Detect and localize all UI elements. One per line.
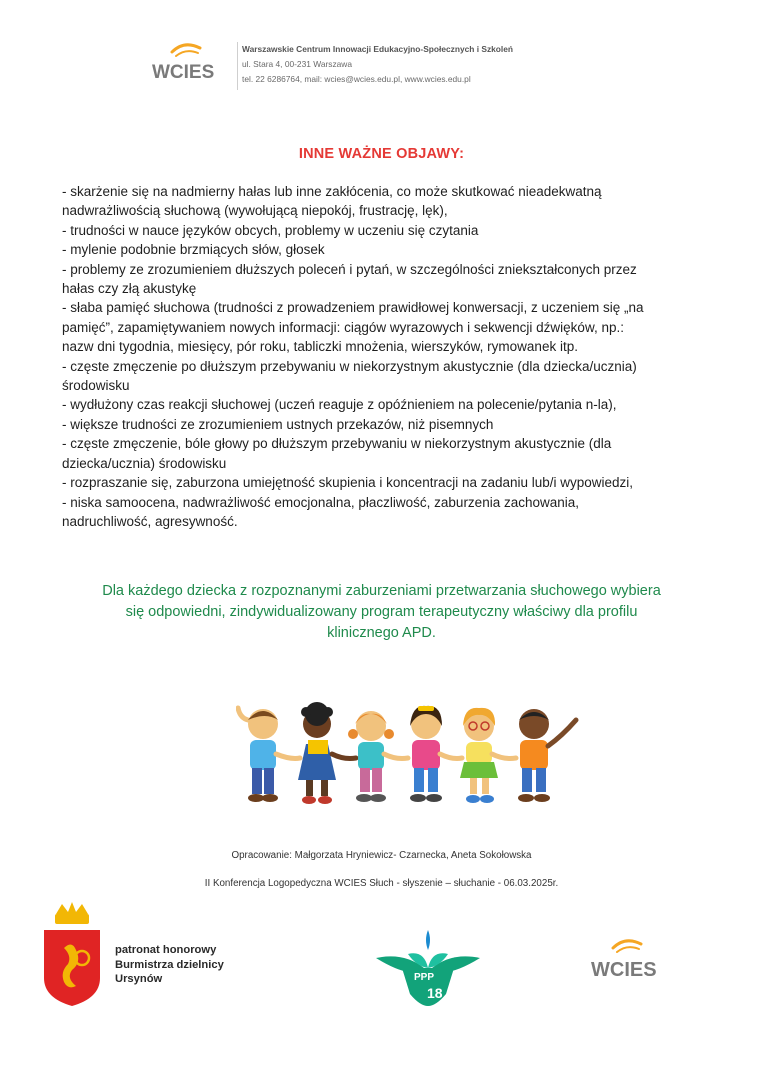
wcies-footer-logo-text: WCIES [591, 959, 657, 981]
symptom-line: hałas czy złą akustykę [62, 281, 197, 297]
symptom-line: - trudności w nauce języków obcych, problemy w uczeniu się czytania [62, 222, 479, 238]
ppp18-logo-icon [374, 928, 482, 1008]
ppp-number: 18 [427, 985, 443, 1001]
summary-line: się odpowiedni, zindywidualizowany program terapeutyczny właściwy dla profilu [125, 604, 638, 620]
patronat-text [115, 943, 224, 987]
org-contact: tel. 22 6286764, mail: wcies@wcies.edu.pl, www.wcies.edu.pl [242, 74, 471, 84]
wcies-logo-text: WCIES [152, 62, 215, 83]
kid-1-figure [238, 708, 300, 802]
org-name: Warszawskie Centrum Innowacji Edukacyjno-Społecznych i Szkoleń [242, 44, 514, 54]
kid-2-figure [298, 702, 356, 804]
symptom-line: dziecka/ucznia) środowisku [62, 455, 227, 471]
conference-line: II Konferencja Logopedyczna WCIES Słuch - słyszenie – słuchanie - 06.03.2025r. [204, 878, 559, 889]
symptom-line: nadruchliwość, agresywność. [62, 513, 238, 529]
wcies-logo-icon [148, 38, 232, 94]
symptom-line: nazw dni tygodnia, miesięcy, pór roku, tabliczki mnożenia, wierszyków, rymowanek itp. [62, 339, 578, 355]
wcies-footer-logo-icon [589, 936, 673, 988]
symptom-line: środowisku [62, 378, 130, 394]
header-text [242, 42, 513, 87]
kid-4-figure [410, 706, 462, 802]
patronat-line: Ursynów [115, 973, 163, 986]
symptom-line: - częste zmęczenie, bóle głowy po dłuższym przebywaniu w niekorzystnym akustycznie (dla [62, 436, 612, 452]
kid-5-figure [460, 708, 516, 803]
letterhead [148, 38, 618, 94]
symptom-line: - częste zmęczenie po dłuższym przebywaniu w niekorzystnym akustycznie (dla dziecka/ucznia) [62, 358, 637, 374]
patronat-line: Burmistrza dzielnicy [115, 958, 224, 971]
patronat-line: patronat honorowy [115, 944, 217, 956]
symptom-line: - wydłużony czas reakcji słuchowej (uczeń reaguje z opóźnieniem na polecenie/pytania n-la), [62, 397, 617, 413]
symptom-line: - problemy ze zrozumieniem dłuższych poleceń i pytań, w szczególności zniekształconych przez [62, 261, 637, 277]
summary-line: klinicznego APD. [327, 625, 436, 641]
symptom-line: - rozpraszanie się, zaburzona umiejętność skupienia i koncentracji na zadaniu lub/i wypowiedzi, [62, 475, 634, 491]
summary-line: Dla każdego dziecka z rozpoznanymi zaburzeniami przetwarzania słuchowego wybiera [102, 583, 661, 599]
symptom-line: - niska samoocena, nadwrażliwość emocjonalna, płaczliwość, zaburzenia zachowania, [62, 494, 580, 510]
symptom-line: - skarżenie się na nadmierny hałas lub inne zakłócenia, co może skutkować nieadekwatną [62, 184, 602, 199]
symptom-line: - większe trudności ze zrozumieniem ustnych przekazów, niż pisemnych [62, 416, 494, 432]
symptom-line: pamięć”, zapamiętywaniem nowych informacji: ciągów wyrazowych i sekwencji dźwięków, np.: [62, 319, 624, 335]
kid-6-figure [518, 709, 576, 802]
header-divider [237, 42, 238, 90]
org-address: ul. Stara 4, 00-231 Warszawa [242, 59, 353, 69]
summary-paragraph [60, 581, 703, 644]
symptom-list [62, 182, 712, 531]
page-title: INNE WAŻNE OBJAWY: [298, 146, 465, 162]
ppp-label: PPP [414, 972, 435, 983]
symptom-line: - mylenie podobnie brzmiących słów, głosek [62, 242, 325, 258]
credit-line: Opracowanie: Małgorzata Hryniewicz- Czarnecka, Aneta Sokołowska [231, 850, 532, 861]
symptom-line: nadwrażliwością słuchową (wywołującą niepokój, frustrację, lęk), [62, 203, 448, 219]
warsaw-crest-icon [42, 900, 102, 1008]
children-holding-hands-illustration [236, 700, 582, 808]
symptom-line: - słaba pamięć słuchowa (trudności z prowadzeniem prawidłowej konwersacji, z uczeniem się „na [62, 300, 644, 316]
